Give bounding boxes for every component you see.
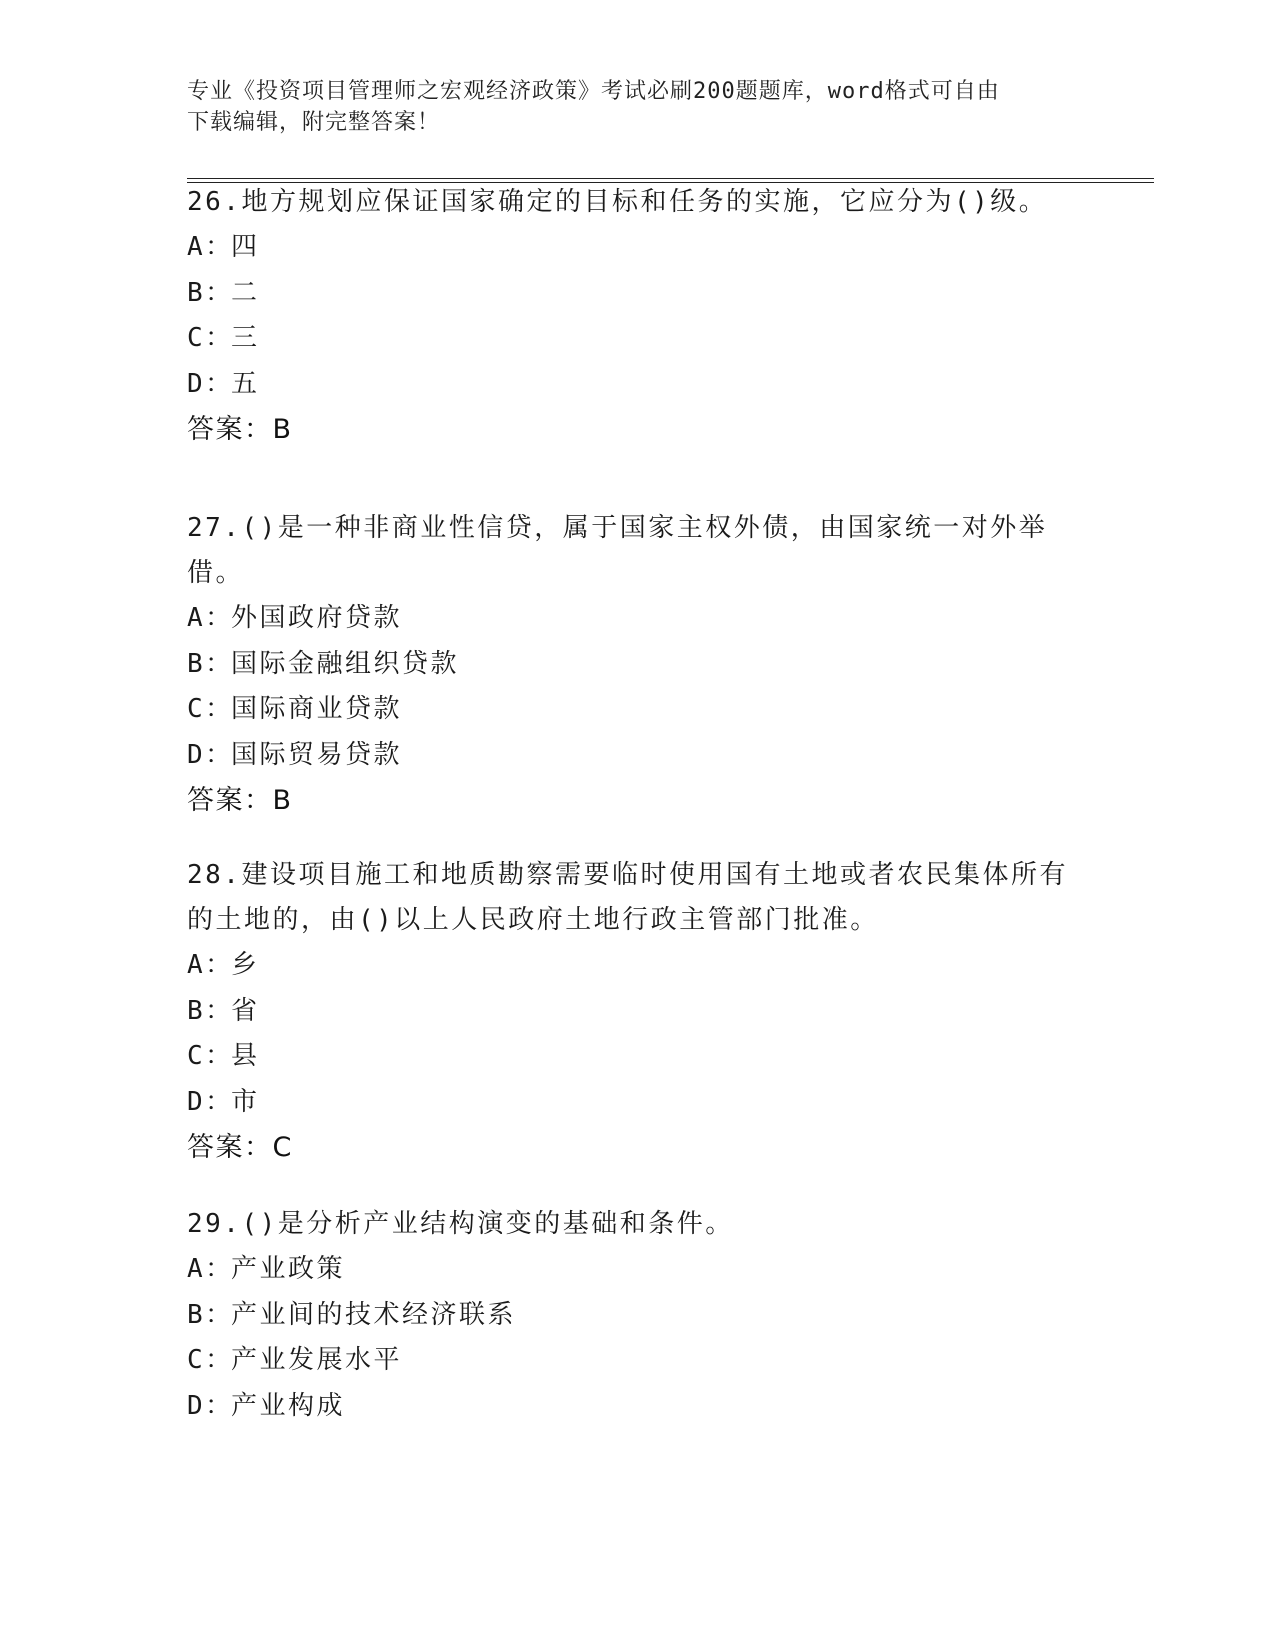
question-text: 28.建设项目施工和地质勘察需要临时使用国有土地或者农民集体所有的土地的，由()以上人民政府土地行政主管部门批准。 [187, 860, 1068, 935]
option-b [187, 271, 1077, 317]
option-key: D： [187, 1086, 234, 1117]
answer-line: 答案：B [187, 414, 293, 445]
option-key: A： [187, 232, 234, 262]
option-d [187, 1384, 1077, 1430]
option-c [187, 1338, 1077, 1384]
option-d [187, 733, 1077, 779]
question-text: 27.()是一种非商业性信贷，属于国家主权外债，由国家统一对外举借。 [187, 513, 1048, 588]
option-value: 外国政府贷款 [231, 603, 403, 633]
question-text: 26.地方规划应保证国家确定的目标和任务的实施，它应分为()级。 [187, 187, 1048, 217]
question-text: 29.()是分析产业结构演变的基础和条件。 [187, 1209, 734, 1239]
option-c [187, 316, 1077, 362]
option-value: 二 [231, 277, 260, 308]
option-b [187, 1293, 1077, 1339]
option-value: 省 [231, 995, 260, 1026]
option-key: C： [187, 1041, 234, 1071]
option-d [187, 1080, 1077, 1126]
option-c [187, 687, 1077, 733]
option-a [187, 225, 1077, 271]
question-29 [187, 1202, 1077, 1429]
option-d [187, 362, 1077, 408]
option-value: 产业政策 [231, 1254, 346, 1284]
option-value: 市 [231, 1086, 260, 1117]
option-a [187, 943, 1077, 989]
answer-line: 答案：B [187, 785, 293, 816]
option-key: A： [187, 1254, 234, 1284]
option-key: D： [187, 368, 234, 399]
document-header [187, 76, 1057, 138]
option-value: 五 [231, 368, 260, 399]
option-key: D： [187, 1390, 234, 1421]
option-value: 国际商业贷款 [231, 694, 403, 724]
option-key: B： [187, 277, 234, 308]
option-value: 国际贸易贷款 [231, 739, 403, 770]
header-line-1: 专业《投资项目管理师之宏观经济政策》考试必刷200题题库，word格式可自由 [187, 79, 1000, 104]
option-c [187, 1034, 1077, 1080]
question-28 [187, 853, 1077, 1171]
option-value: 产业间的技术经济联系 [231, 1299, 517, 1330]
answer-line: 答案：C [187, 1132, 293, 1163]
question-26 [187, 180, 1077, 453]
option-key: B： [187, 995, 234, 1026]
option-a [187, 596, 1077, 642]
option-key: C： [187, 323, 234, 353]
option-key: C： [187, 1345, 234, 1375]
option-value: 国际金融组织贷款 [231, 648, 460, 679]
option-key: B： [187, 648, 234, 679]
option-key: A： [187, 603, 234, 633]
option-value: 产业发展水平 [231, 1345, 403, 1375]
option-a [187, 1247, 1077, 1293]
option-value: 四 [231, 232, 260, 262]
option-key: C： [187, 694, 234, 724]
option-b [187, 989, 1077, 1035]
option-value: 三 [231, 323, 260, 353]
question-27 [187, 506, 1077, 824]
option-value: 县 [231, 1041, 260, 1071]
option-key: D： [187, 739, 234, 770]
option-value: 乡 [231, 950, 260, 980]
option-key: B： [187, 1299, 234, 1330]
option-key: A： [187, 950, 234, 980]
option-value: 产业构成 [231, 1390, 346, 1421]
option-b [187, 642, 1077, 688]
header-line-2: 下载编辑，附完整答案！ [187, 110, 441, 135]
